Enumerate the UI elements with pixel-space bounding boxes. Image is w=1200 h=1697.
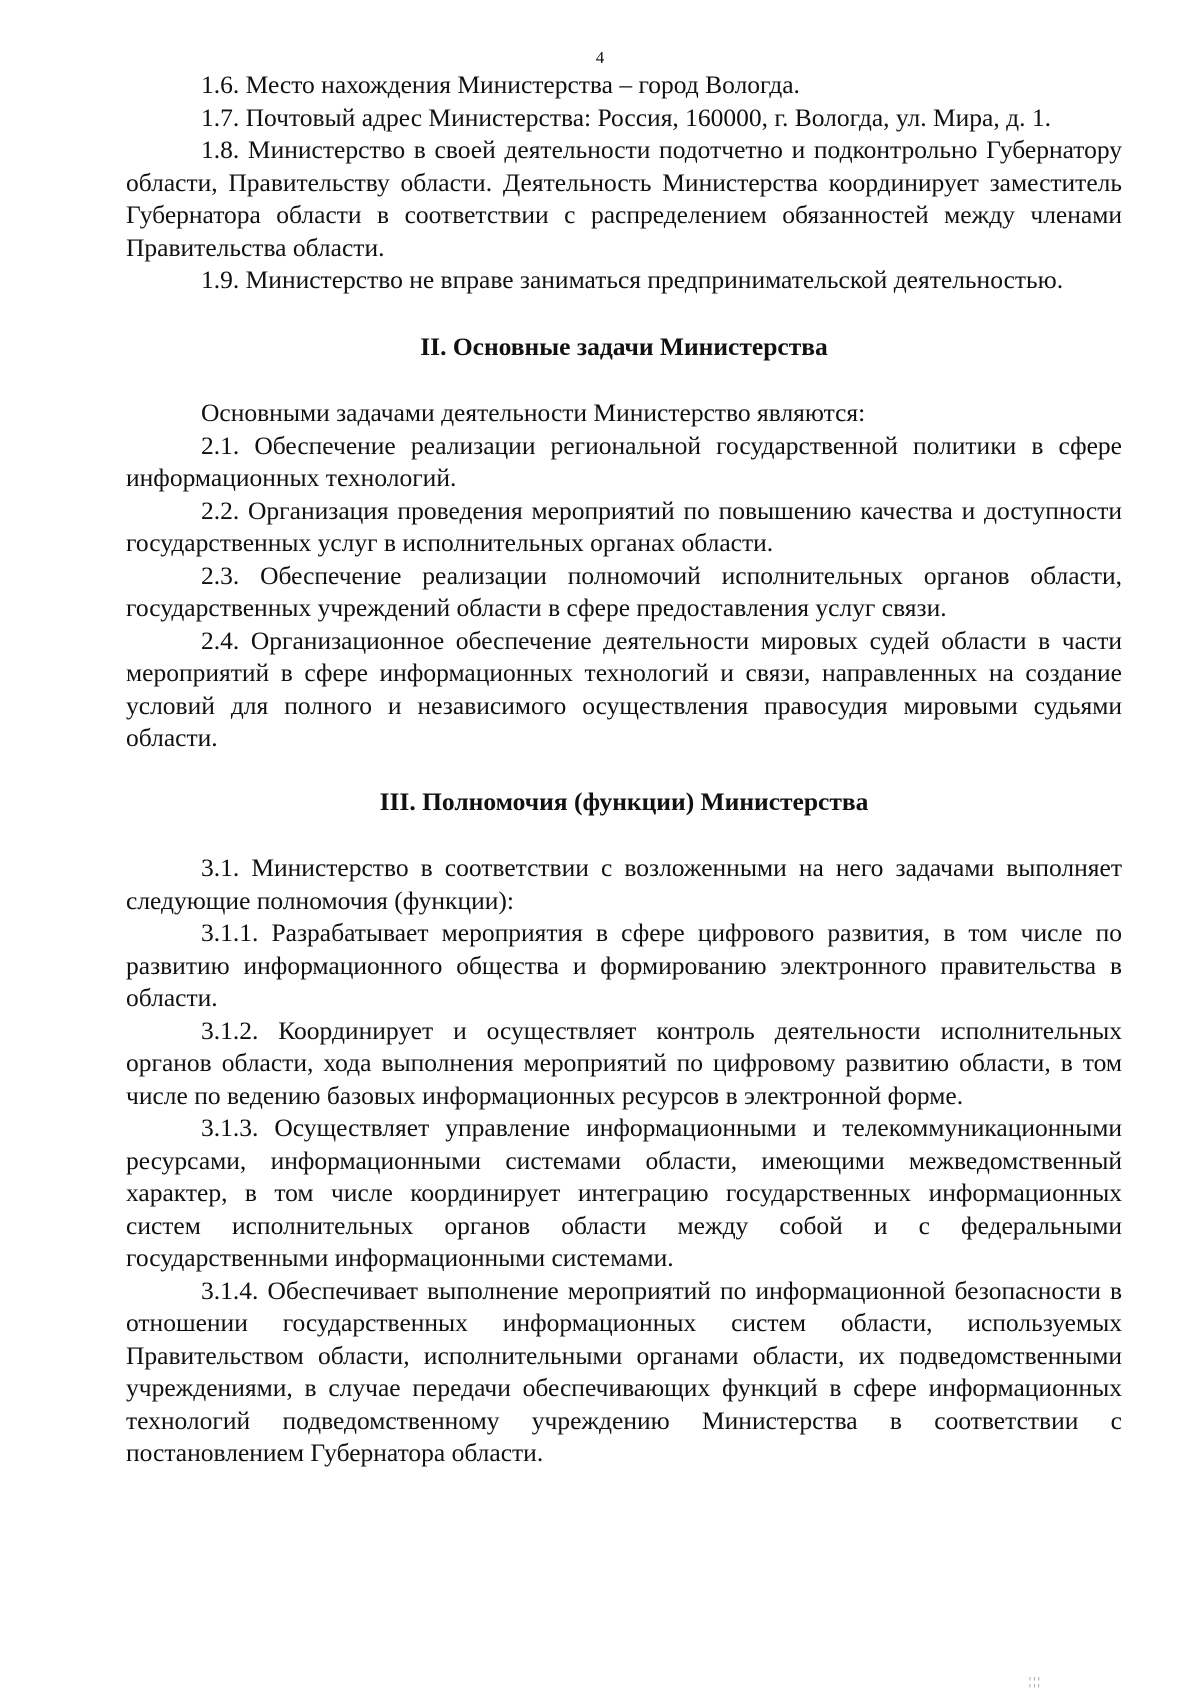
paragraph-2-2: 2.2. Организация проведения мероприятий по повышению качества и доступности государственных услуг в исполнительных органах области.: [126, 495, 1122, 557]
page-number: 4: [595, 48, 605, 67]
paragraph-3-1-1: 3.1.1. Разрабатывает мероприятия в сфере цифрового развития, в том числе по развитию информационного общества и формированию электронного правительства в области.: [126, 918, 1122, 1012]
paragraph-2-4: 2.4. Организационное обеспечение деятельности мировых судей области в части мероприятий в сфере информационных технологий и связи, направленных на создание условий для полного и независимого осуществления правосудия мировыми судьями области.: [126, 625, 1122, 752]
section-3-heading: III. Полномочия (функции) Министерства: [379, 786, 869, 816]
section-2-heading: II. Основные задачи Министерства: [420, 331, 828, 361]
paragraph-3-1: 3.1. Министерство в соответствии с возложенными на него задачами выполняет следующие полномочия (функции):: [126, 853, 1122, 915]
paragraph-3-1-3: 3.1.3. Осуществляет управление информационными и телекоммуникационными ресурсами, информационными системами области, имеющими межведомственный характер, в том числе координирует интеграцию государственных информационных систем исполнительных органов области между собой и с федеральными государственными информационными системами.: [126, 1113, 1122, 1272]
paragraph-2-3: 2.3. Обеспечение реализации полномочий исполнительных органов области, государственных учреждений области в сфере предоставления услуг связи.: [126, 560, 1122, 622]
document-body: [126, 69, 1122, 1470]
paragraph-1-7: 1.7. Почтовый адрес Министерства: Россия, 160000, г. Вологда, ул. Мира, д. 1.: [201, 102, 1051, 132]
paragraph-1-6: 1.6. Место нахождения Министерства – город Вологда.: [201, 70, 800, 99]
paragraph-3-1-4: 3.1.4. Обеспечивает выполнение мероприятий по информационной безопасности в отношении государственных информационных систем области, используемых Правительством области, исполнительными органами области, их подведомственными учреждениями, в случае передачи обеспечивающих функций в сфере информационных технологий подведомственному учреждению Министерства в соответствии с постановлением Губернатора области.: [126, 1275, 1122, 1467]
paragraph-1-9: 1.9. Министерство не вправе заниматься предпринимательской деятельностью.: [201, 265, 1064, 294]
section-2-intro: Основными задачами деятельности Министерство являются:: [201, 398, 866, 427]
scan-artifact: ¦¦¦: [1028, 1674, 1042, 1688]
paragraph-3-1-2: 3.1.2. Координирует и осуществляет контроль деятельности исполнительных органов области, хода выполнения мероприятий по цифровому развитию области, в том числе по ведению базовых информационных ресурсов в электронной форме.: [126, 1015, 1122, 1110]
paragraph-1-8: 1.8. Министерство в своей деятельности подотчетно и подконтрольно Губернатору области, Правительству области. Деятельность Министерства координирует заместитель Губернатора области в соответствии с распределением обязанностей между членами Правительства области.: [126, 135, 1122, 262]
paragraph-2-1: 2.1. Обеспечение реализации региональной государственной политики в сфере информационных технологий.: [126, 430, 1122, 492]
